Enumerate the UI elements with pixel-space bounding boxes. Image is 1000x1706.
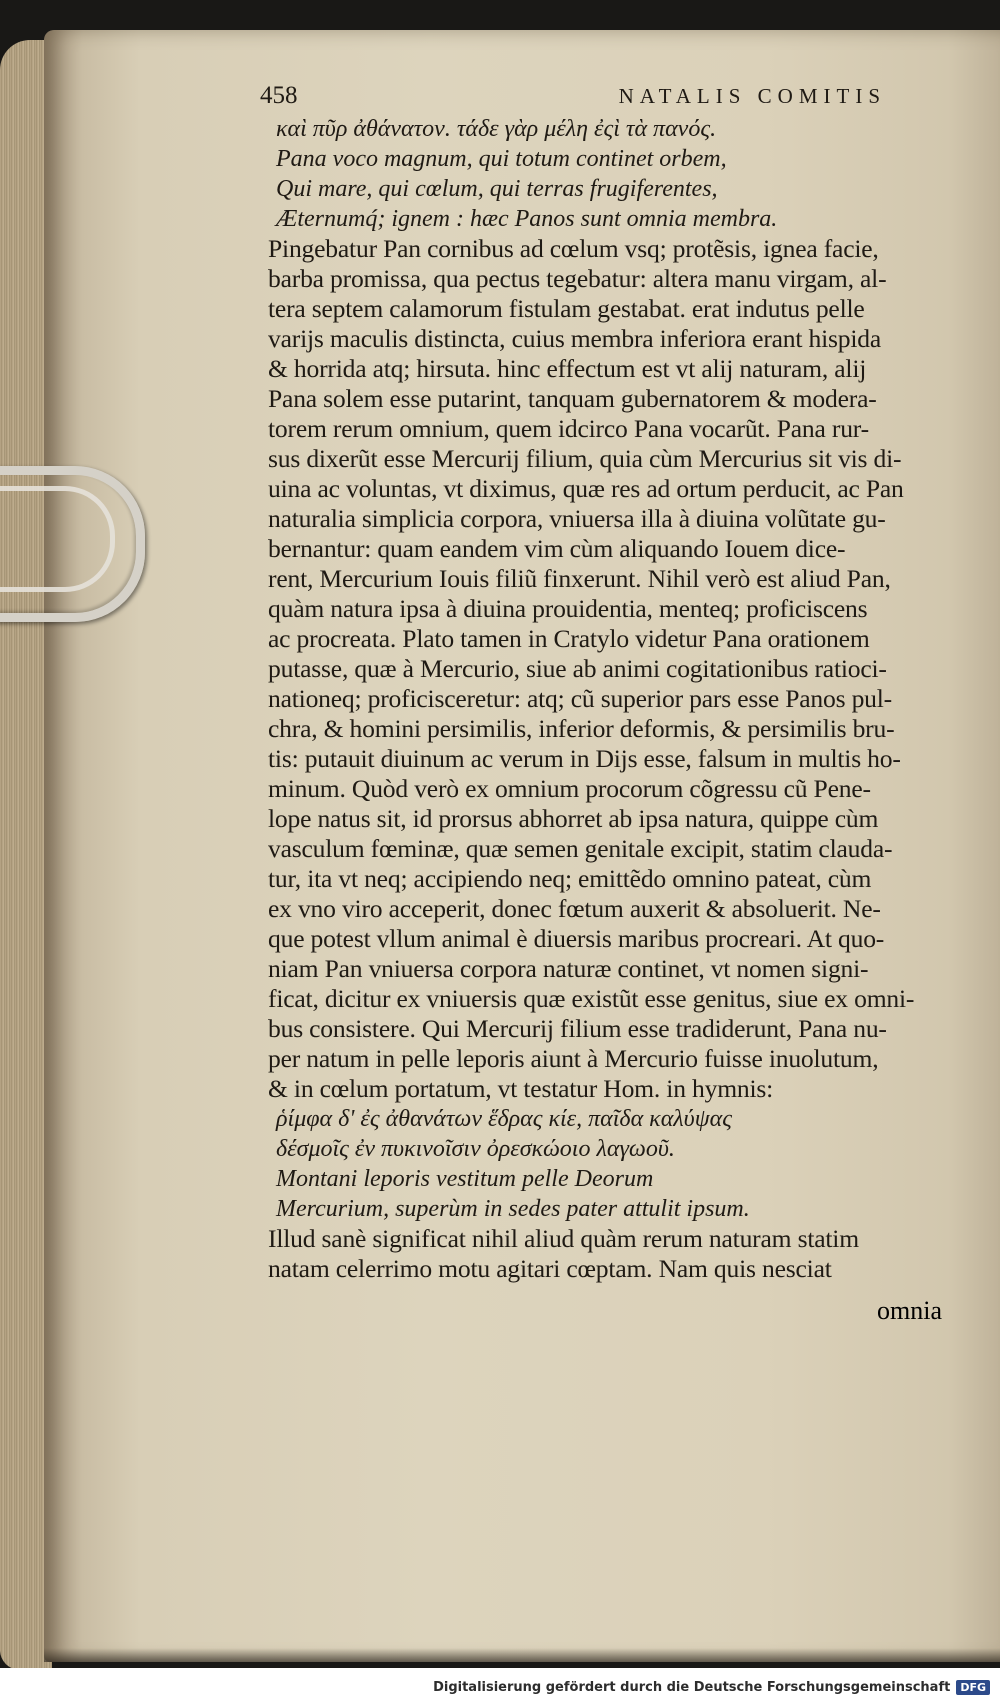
prose-line: tis: putauit diuinum ac verum in Dijs esse, falsum in multis ho- [268, 744, 901, 773]
prose-line: que potest vllum animal è diuersis maribus procreari. At quo- [268, 924, 885, 953]
quotation-line: ῥίμφα δ' ἐς ἀθανάτων ἕδρας κίε, παῖδα καλύψας [276, 1106, 732, 1132]
digitization-footer [0, 1668, 1000, 1706]
prose-line: uina ac voluntas, vt diximus, quæ res ad ortum perducit, ac Pan [268, 474, 904, 503]
prose-line: ficat, dicitur ex vniuersis quæ existũt esse genitus, siue ex omni- [268, 984, 915, 1013]
homer-quotation [268, 1104, 942, 1224]
prose-line: putasse, quæ à Mercurio, siue ab animi cogitationibus ratioci- [268, 654, 887, 683]
closing-prose-line: natam celerrimo motu agitari cœptam. Nam quis nesciat [268, 1254, 832, 1283]
prose-line: niam Pan vniuersa corpora naturæ continet, vt nomen signi- [268, 954, 869, 983]
closing-prose [268, 1224, 942, 1284]
prose-line: & in cœlum portatum, vt testatur Hom. in hymnis: [268, 1074, 774, 1103]
opening-verse-line: Pana voco magnum, qui totum continet orbem, [276, 146, 727, 172]
prose-line: varijs maculis distincta, cuius membra inferiora erant hispida [268, 324, 882, 353]
prose-line: Pingebatur Pan cornibus ad cœlum vsq; protẽsis, ignea facie, [268, 234, 879, 263]
prose-line: torem rerum omnium, quem idcirco Pana vocarũt. Pana rur- [268, 414, 869, 443]
prose-line: per natum in pelle leporis aiunt à Mercurio fuisse inuolutum, [268, 1044, 879, 1073]
prose-line: tur, ita vt neq; accipiendo neq; emittẽdo omnino pateat, cùm [268, 864, 872, 893]
prose-line: minum. Quòd verò ex omnium procorum cõgressu cũ Pene- [268, 774, 871, 803]
prose-line: bernantur: quam eandem vim cùm aliquando Iouem dice- [268, 534, 846, 563]
prose-line: ex vno viro acceperit, donec fœtum auxerit & absoluerit. Ne- [268, 894, 881, 923]
footer-credit: Digitalisierung gefördert durch die Deutsche Forschungsgemeinschaft [433, 1679, 951, 1695]
prose-line: sus dixerũt esse Mercurij filium, quia cùm Mercurius sit vis di- [268, 444, 902, 473]
prose-line: lope natus sit, id prorsus abhorret ab ipsa natura, quippe cùm [268, 804, 879, 833]
prose-line: chra, & homini persimilis, inferior deformis, & persimilis bru- [268, 714, 895, 743]
prose-line: quàm natura ipsa à diuina prouidentia, menteq; proficiscens [268, 594, 868, 623]
opening-verse-line: καὶ πῦρ ἀθάνατον. τάδε γὰρ μέλη ἐςὶ τὰ πανός. [276, 116, 717, 142]
prose-line: vasculum fœminæ, quæ semen genitale excipit, statim clauda- [268, 834, 893, 863]
prose-line: rent, Mercurium Iouis filiũ finxerunt. Nihil verò est aliud Pan, [268, 564, 891, 593]
page-bottom-shadow [44, 1648, 1000, 1662]
prose-line: & horrida atq; hirsuta. hinc effectum est vt alij naturam, alij [268, 354, 867, 383]
page-number: 458 [260, 82, 298, 109]
closing-prose-line: Illud sanè significat nihil aliud quàm rerum naturam statim [268, 1224, 859, 1253]
running-header [260, 82, 942, 114]
prose-body [268, 234, 942, 1104]
prose-line: naturalia simplicia corpora, vniuersa illa à diuina volũtate gu- [268, 504, 886, 533]
quotation-line: δέσμοῖς ἐν πυκινοῖσιν ὀρεσκώοιο λαγωοῦ. [276, 1136, 675, 1162]
running-title: NATALIS COMITIS [618, 84, 886, 108]
quotation-line: Montani leporis vestitum pelle Deorum [276, 1166, 654, 1192]
prose-line: barba promissa, qua pectus tegebatur: altera manu virgam, al- [268, 264, 887, 293]
dfg-logo-icon: DFG [956, 1680, 990, 1695]
opening-verse-line: Æternumq́; ignem : hæc Panos sunt omnia membra. [276, 206, 778, 232]
catchword: omnia [877, 1296, 942, 1325]
prose-line: Pana solem esse putarint, tanquam gubernatorem & modera- [268, 384, 877, 413]
quotation-line: Mercurium, superùm in sedes pater attulit ipsum. [276, 1196, 750, 1222]
prose-line: tera septem calamorum fistulam gestabat. erat indutus pelle [268, 294, 865, 323]
book-clip-inner [0, 486, 115, 592]
page-text-block [260, 82, 942, 1284]
opening-verse-line: Qui mare, qui cœlum, qui terras frugiferentes, [276, 176, 718, 202]
prose-line: nationeq; proficisceretur: atq; cũ superior pars esse Panos pul- [268, 684, 893, 713]
prose-line: ac procreata. Plato tamen in Cratylo videtur Pana orationem [268, 624, 870, 653]
prose-line: bus consistere. Qui Mercurij filium esse tradiderunt, Pana nu- [268, 1014, 887, 1043]
opening-verse [268, 114, 942, 234]
